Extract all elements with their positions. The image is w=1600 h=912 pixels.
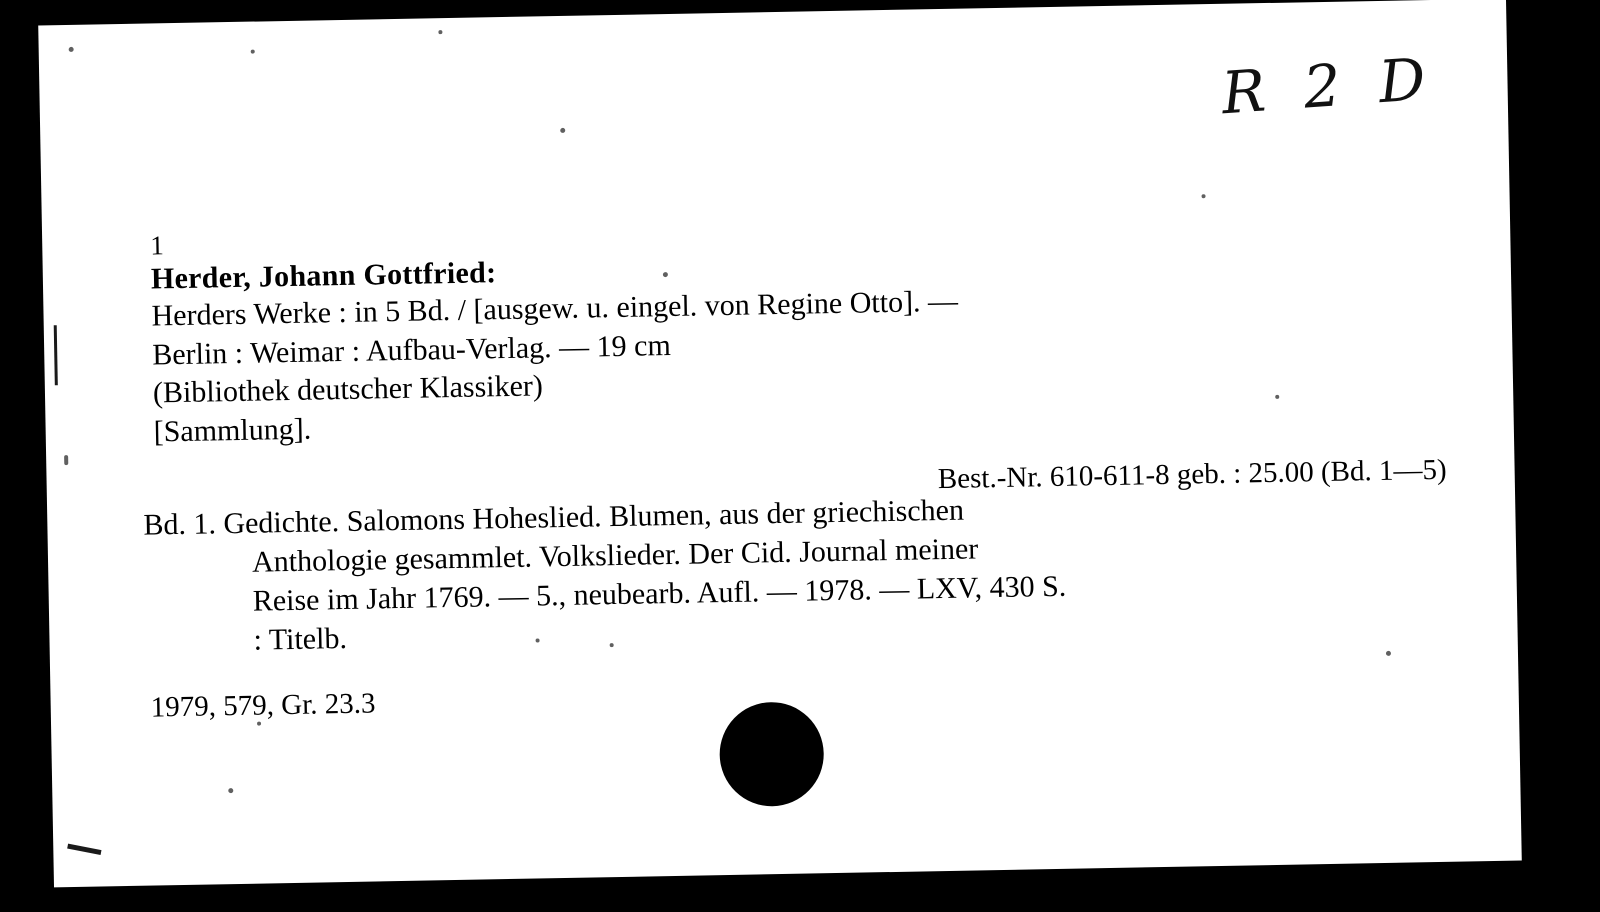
footer-reference: 1979, 579, Gr. 23.3 <box>150 687 376 724</box>
title-statement-line: Herders Werke : in 5 Bd. / [ausgew. u. eingel. von Regine Otto]. — <box>151 285 959 333</box>
scan-speck <box>69 47 74 52</box>
author-heading: Herder, Johann Gottfried: <box>150 256 497 296</box>
order-number-price-line: Best.-Nr. 610-611-8 geb. : 25.00 (Bd. 1—5) <box>937 453 1447 496</box>
ink-dot <box>719 701 825 807</box>
volume-note <box>143 481 1466 661</box>
scan-speck <box>1386 651 1391 656</box>
handwritten-shelfmark: R 2 D <box>1219 44 1438 128</box>
imprint-line: Berlin : Weimar : Aufbau-Verlag. — 19 cm <box>151 328 672 372</box>
scan-speck <box>251 50 255 54</box>
material-type-line: [Sammlung]. <box>153 412 312 448</box>
volume-note-line: : Titelb. <box>253 621 348 657</box>
scan-speck <box>438 30 442 34</box>
catalog-card <box>38 0 1522 887</box>
scan-speck <box>1202 194 1206 198</box>
bibliographic-record <box>150 208 1455 511</box>
scan-speck <box>228 788 233 793</box>
card-inner <box>38 0 1522 887</box>
scan-edge-mark <box>67 844 101 855</box>
volume-note-line: Anthologie gesammlet. Volkslieder. Der Cid. Journal meiner <box>251 532 979 579</box>
volume-note-line: Bd. 1. Gedichte. Salomons Hoheslied. Blumen, aus der griechischen <box>143 493 965 542</box>
entry-number: 1 <box>150 230 165 261</box>
series-line: (Bibliothek deutscher Klassiker) <box>152 369 544 410</box>
scan-speck <box>560 128 565 133</box>
volume-note-line: Reise im Jahr 1769. — 5., neubearb. Aufl. — 1978. — LXV, 430 S. <box>252 569 1067 618</box>
scan-edge-mark <box>54 325 58 385</box>
scan-speck <box>64 455 68 465</box>
